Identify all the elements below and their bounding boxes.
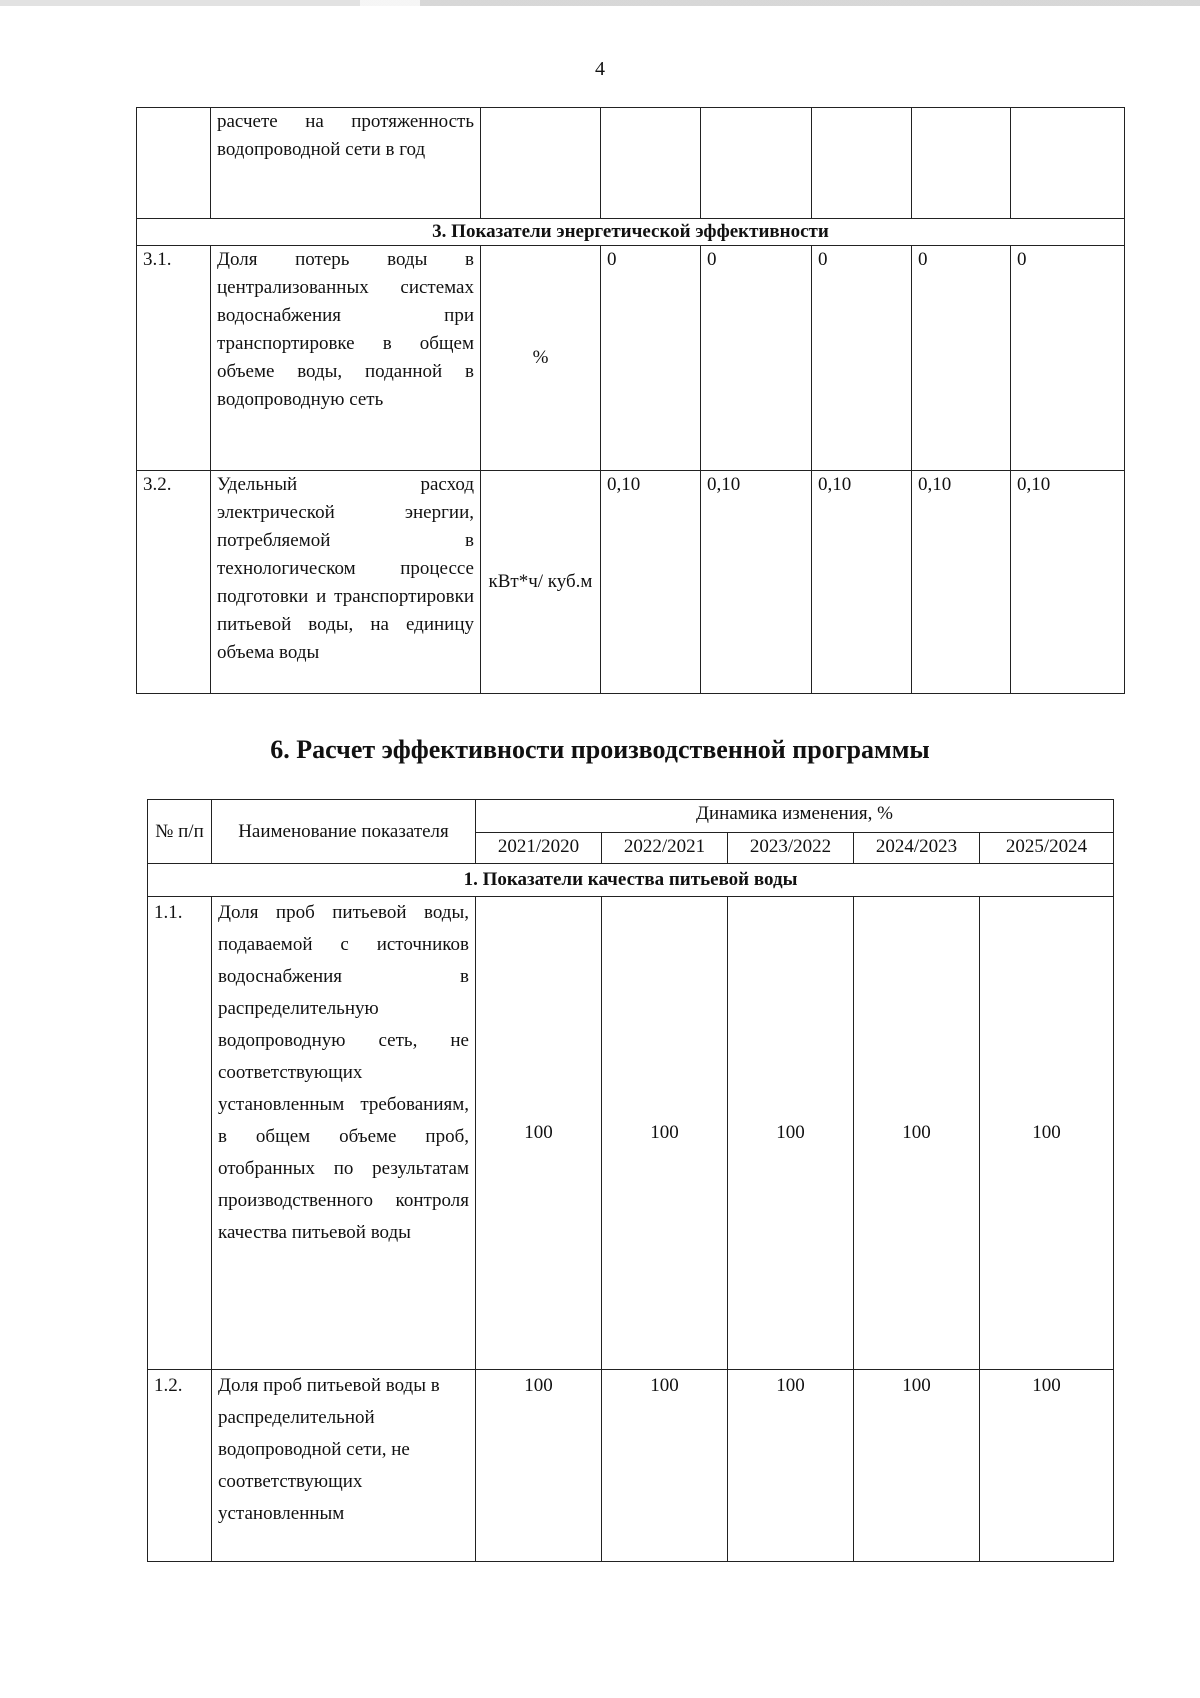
value-cell: 100 [854,897,980,1370]
unit-cell: % [481,246,601,471]
column-header-dynamics: Динамика изменения, % [476,800,1114,833]
value-cell: 0 [601,246,701,471]
column-header-year: 2022/2021 [602,833,728,864]
indicator-name: Доля проб питьевой воды в распределительной водопроводной сети, не соответствующих установленным [212,1370,476,1562]
value-cell: 0,10 [1011,471,1125,694]
value-cell: 0,10 [912,471,1011,694]
column-header-year: 2024/2023 [854,833,980,864]
page-number: 4 [595,58,605,80]
row-number: 1.2. [148,1370,212,1562]
value-cell [912,108,1011,219]
column-header-name: Наименование показателя [212,800,476,864]
value-cell: 0 [701,246,812,471]
section-row [148,864,1114,897]
value-cell: 100 [476,1370,602,1562]
value-cell [701,108,812,219]
indicator-name: Доля проб питьевой воды, подаваемой с источников водоснабжения в распределительную водопроводную сеть, не соответствующих установленным требованиям, в общем объеме проб, отобранных по результатам производственного контроля качества питьевой воды [212,897,476,1370]
unit-cell [481,108,601,219]
section-row [137,219,1125,246]
indicator-name: Удельный расход электрической энергии, потребляемой в технологическом процессе подготовки и транспортировки питьевой воды, на единицу объема воды [211,471,481,694]
table-row [137,246,1125,471]
value-cell: 0,10 [601,471,701,694]
value-cell: 100 [854,1370,980,1562]
column-header-num: № п/п [148,800,212,864]
row-number: 3.2. [137,471,211,694]
table-row [148,897,1114,1370]
indicators-table-continued [136,107,1125,694]
value-cell [601,108,701,219]
unit-cell: кВт*ч/ куб.м [481,471,601,694]
value-cell: 100 [476,897,602,1370]
section-heading: 3. Показатели энергетической эффективности [137,219,1125,246]
table-row [148,1370,1114,1562]
row-number: 1.1. [148,897,212,1370]
column-header-year: 2023/2022 [728,833,854,864]
value-cell: 0 [812,246,912,471]
num-cell [137,108,211,219]
value-cell: 100 [602,897,728,1370]
value-cell: 100 [980,1370,1114,1562]
table-row [137,108,1125,219]
column-header-year: 2025/2024 [980,833,1114,864]
table-row [137,471,1125,694]
value-cell: 100 [728,1370,854,1562]
indicator-name: расчете на протяженность водопроводной сети в год [211,108,481,219]
value-cell: 0,10 [701,471,812,694]
value-cell [812,108,912,219]
value-cell: 100 [980,897,1114,1370]
section-title: 6. Расчет эффективности производственной программы [270,735,930,764]
indicator-name: Доля потерь воды в централизованных системах водоснабжения при транспортировке в общем объеме воды, поданной в водопроводную сеть [211,246,481,471]
value-cell: 0 [912,246,1011,471]
efficiency-table [147,799,1114,1562]
header-row [148,800,1114,833]
scan-edge [0,0,1200,6]
value-cell: 100 [728,897,854,1370]
value-cell: 100 [602,1370,728,1562]
value-cell: 0 [1011,246,1125,471]
row-number: 3.1. [137,246,211,471]
value-cell [1011,108,1125,219]
column-header-year: 2021/2020 [476,833,602,864]
value-cell: 0,10 [812,471,912,694]
section-heading: 1. Показатели качества питьевой воды [148,864,1114,897]
